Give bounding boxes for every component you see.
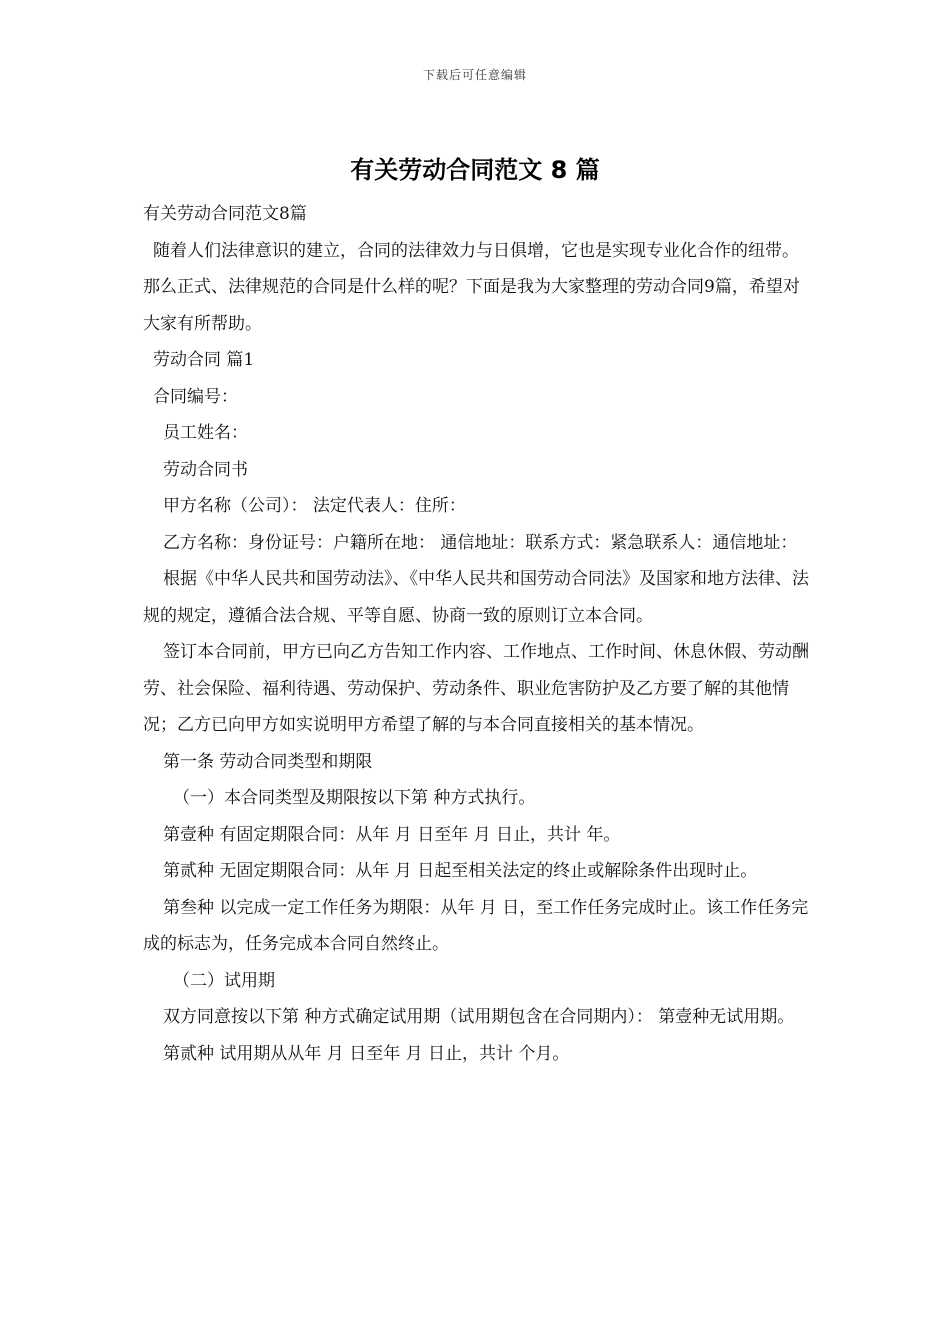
document-title: 有关劳动合同范文 8 篇 bbox=[350, 156, 600, 184]
intro-paragraph: 随着人们法律意识的建立，合同的法律效力与日俱增，它也是实现专业化合作的纽带。那么正式、法律规范的合同是什么样的呢？下面是我为大家整理的劳动合同9篇，希望对大家有所帮助。 bbox=[143, 240, 800, 334]
option-1-fixed-term: 第壹种 有固定期限合同：从年 月 日至年 月 日止，共计 年。 bbox=[163, 824, 621, 845]
option-3-task-term: 第叁种 以完成一定工作任务为期限：从年 月 日，至工作任务完成时止。该工作任务完成的标志为，任务完成本合同自然终止。 bbox=[143, 897, 809, 954]
clause-1-type-period: （一）本合同类型及期限按以下第 种方式执行。 bbox=[173, 788, 536, 808]
legal-basis-paragraph: 根据《中华人民共和国劳动法》、《中华人民共和国劳动合同法》及国家和地方法律、法规的规定，遵循合法合规、平等自愿、协商一致的原则订立本合同。 bbox=[143, 569, 809, 626]
header-note: 下载后可任意编辑 bbox=[422, 68, 527, 82]
clause-2-probation: （二）试用期 bbox=[173, 970, 275, 991]
article-1-heading: 第一条 劳动合同类型和期限 bbox=[163, 751, 373, 772]
option-2-open-term: 第贰种 无固定期限合同：从年 月 日起至相关法定的终止或解除条件出现时止。 bbox=[163, 861, 758, 881]
document-body bbox=[143, 196, 809, 1072]
contract-number-field: 合同编号： bbox=[153, 386, 238, 407]
subtitle-paragraph: 有关劳动合同范文8篇 bbox=[143, 204, 307, 224]
section-heading-contract-1: 劳动合同 篇1 bbox=[153, 350, 255, 370]
contract-book-heading: 劳动合同书 bbox=[163, 459, 248, 480]
probation-agreement: 双方同意按以下第 种方式确定试用期（试用期包含在合同期内）： 第壹种无试用期。 bbox=[163, 1007, 795, 1027]
party-a-fields: 甲方名称（公司）： 法定代表人：住所： bbox=[163, 496, 466, 516]
probation-option-2: 第贰种 试用期从从年 月 日至年 月 日止，共计 个月。 bbox=[163, 1043, 570, 1064]
pre-signing-paragraph: 签订本合同前，甲方已向乙方告知工作内容、工作地点、工作时间、休息休假、劳动酬劳、社会保险、福利待遇、劳动保护、劳动条件、职业危害防护及乙方要了解的其他情况；乙方已向甲方如实说明甲方希望了解的与本合同直接相关的基本情况。 bbox=[143, 642, 809, 735]
party-b-fields: 乙方名称：身份证号：户籍所在地： 通信地址：联系方式：紧急联系人：通信地址： bbox=[163, 532, 798, 553]
employee-name-field: 员工姓名： bbox=[163, 423, 248, 443]
